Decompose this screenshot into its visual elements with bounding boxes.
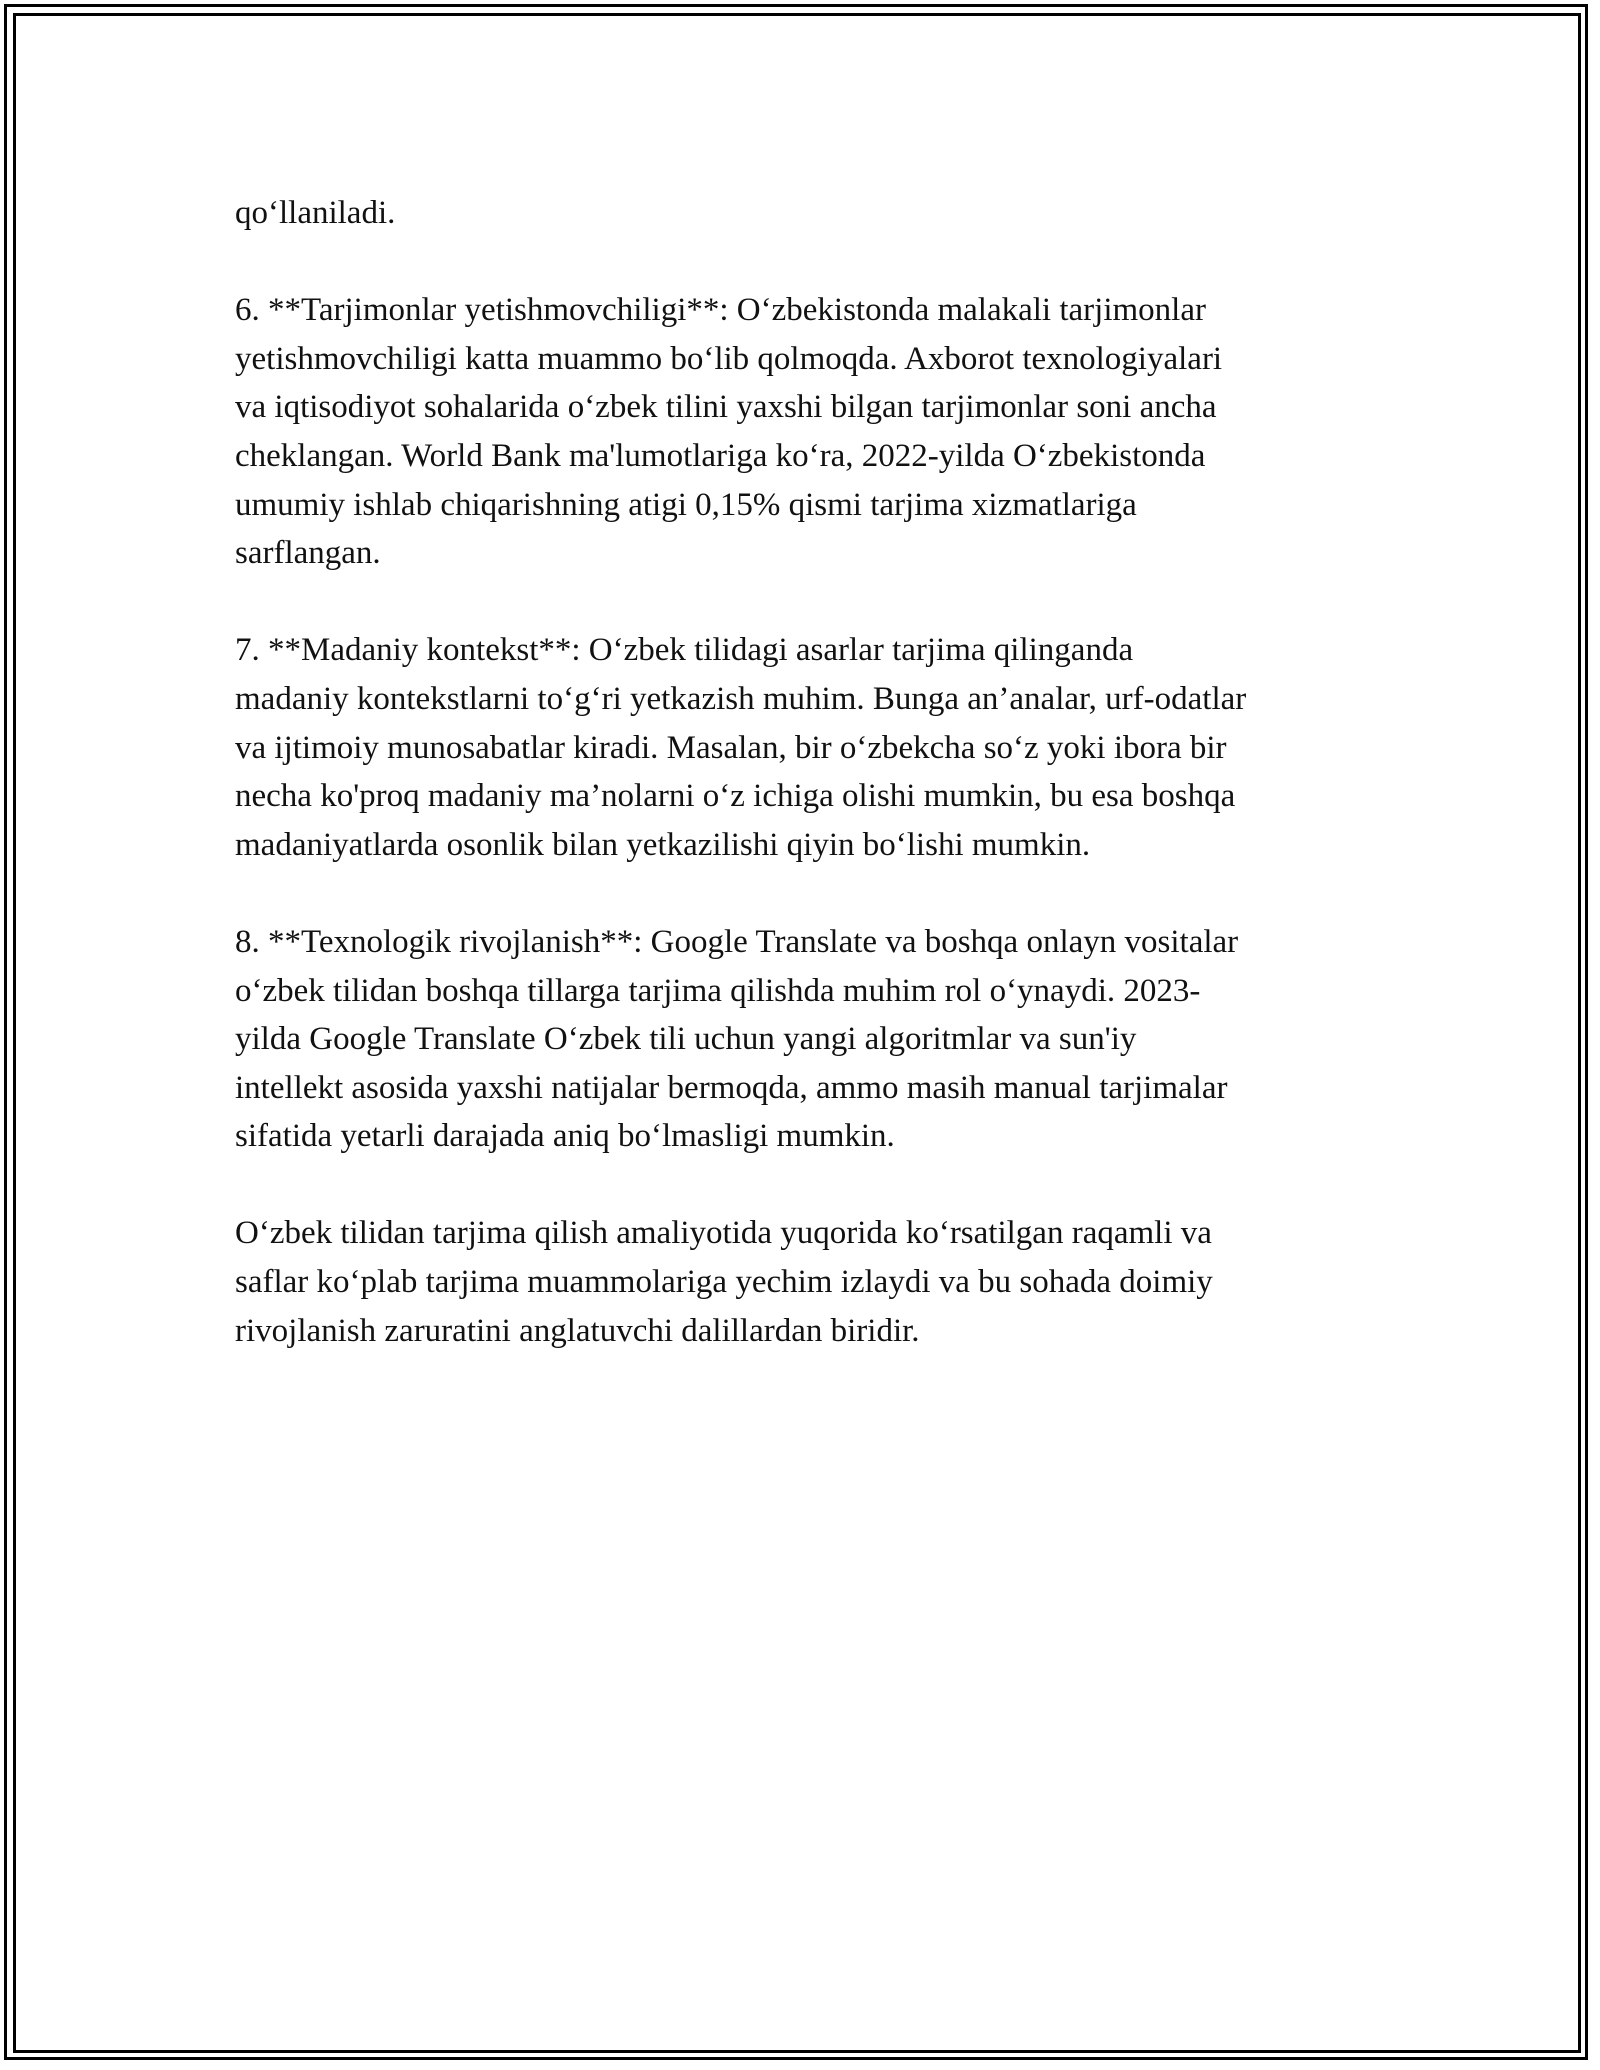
text-line: 7. **Madaniy kontekst**: O‘zbek tilidagi asarlar tarjima qilinganda bbox=[235, 632, 1134, 669]
paragraph-translator-shortage bbox=[235, 286, 1365, 578]
text-line: o‘zbek tilidan boshqa tillarga tarjima qilishda muhim rol o‘ynaydi. 2023- bbox=[235, 972, 1201, 1009]
paragraph-gap bbox=[235, 1161, 1365, 1210]
paragraph-gap bbox=[235, 869, 1365, 918]
text-line: saflar ko‘plab tarjima muammolariga yechim izlaydi va bu sohada doimiy bbox=[235, 1264, 1213, 1301]
text-line: va iqtisodiyot sohalarida o‘zbek tilini yaxshi bilgan tarjimonlar soni ancha bbox=[235, 389, 1217, 426]
text-line: necha ko'proq madaniy ma’nolarni o‘z ichiga olishi mumkin, bu esa boshqa bbox=[235, 778, 1236, 815]
text-line: 8. **Texnologik rivojlanish**: Google Translate va boshqa onlayn vositalar bbox=[235, 923, 1239, 960]
text-line: sarflangan. bbox=[235, 535, 381, 572]
text-line: madaniy kontekstlarni to‘g‘ri yetkazish muhim. Bunga an’analar, urf-odatlar bbox=[235, 680, 1247, 717]
text-line: madaniyatlarda osonlik bilan yetkazilishi qiyin bo‘lishi mumkin. bbox=[235, 826, 1091, 863]
text-line: qo‘llaniladi. bbox=[235, 195, 396, 231]
paragraph-continuation bbox=[235, 189, 1365, 238]
paragraph-conclusion bbox=[235, 1209, 1365, 1355]
paragraph-cultural-context bbox=[235, 626, 1365, 869]
text-line: yilda Google Translate O‘zbek tili uchun yangi algoritmlar va sun'iy bbox=[235, 1021, 1137, 1058]
text-line: cheklangan. World Bank ma'lumotlariga ko‘ra, 2022-yilda O‘zbekistonda bbox=[235, 437, 1206, 474]
text-line: yetishmovchiligi katta muammo bo‘lib qolmoqda. Axborot texnologiyalari bbox=[235, 340, 1223, 377]
text-line: va ijtimoiy munosabatlar kiradi. Masalan, bir o‘zbekcha so‘z yoki ibora bir bbox=[235, 729, 1227, 766]
paragraph-gap bbox=[235, 238, 1365, 287]
paragraph-gap bbox=[235, 578, 1365, 627]
text-line: 6. **Tarjimonlar yetishmovchiligi**: O‘zbekistonda malakali tarjimonlar bbox=[235, 292, 1206, 329]
page-content bbox=[235, 189, 1365, 1355]
text-line: intellekt asosida yaxshi natijalar bermoqda, ammo masih manual tarjimalar bbox=[235, 1069, 1228, 1106]
text-line: rivojlanish zaruratini anglatuvchi dalillardan biridir. bbox=[235, 1312, 920, 1349]
text-line: umumiy ishlab chiqarishning atigi 0,15% qismi tarjima xizmatlariga bbox=[235, 486, 1137, 523]
paragraph-technological-development bbox=[235, 918, 1365, 1161]
text-line: sifatida yetarli darajada aniq bo‘lmasligi mumkin. bbox=[235, 1118, 895, 1155]
text-line: O‘zbek tilidan tarjima qilish amaliyotida yuqorida ko‘rsatilgan raqamli va bbox=[235, 1215, 1212, 1252]
